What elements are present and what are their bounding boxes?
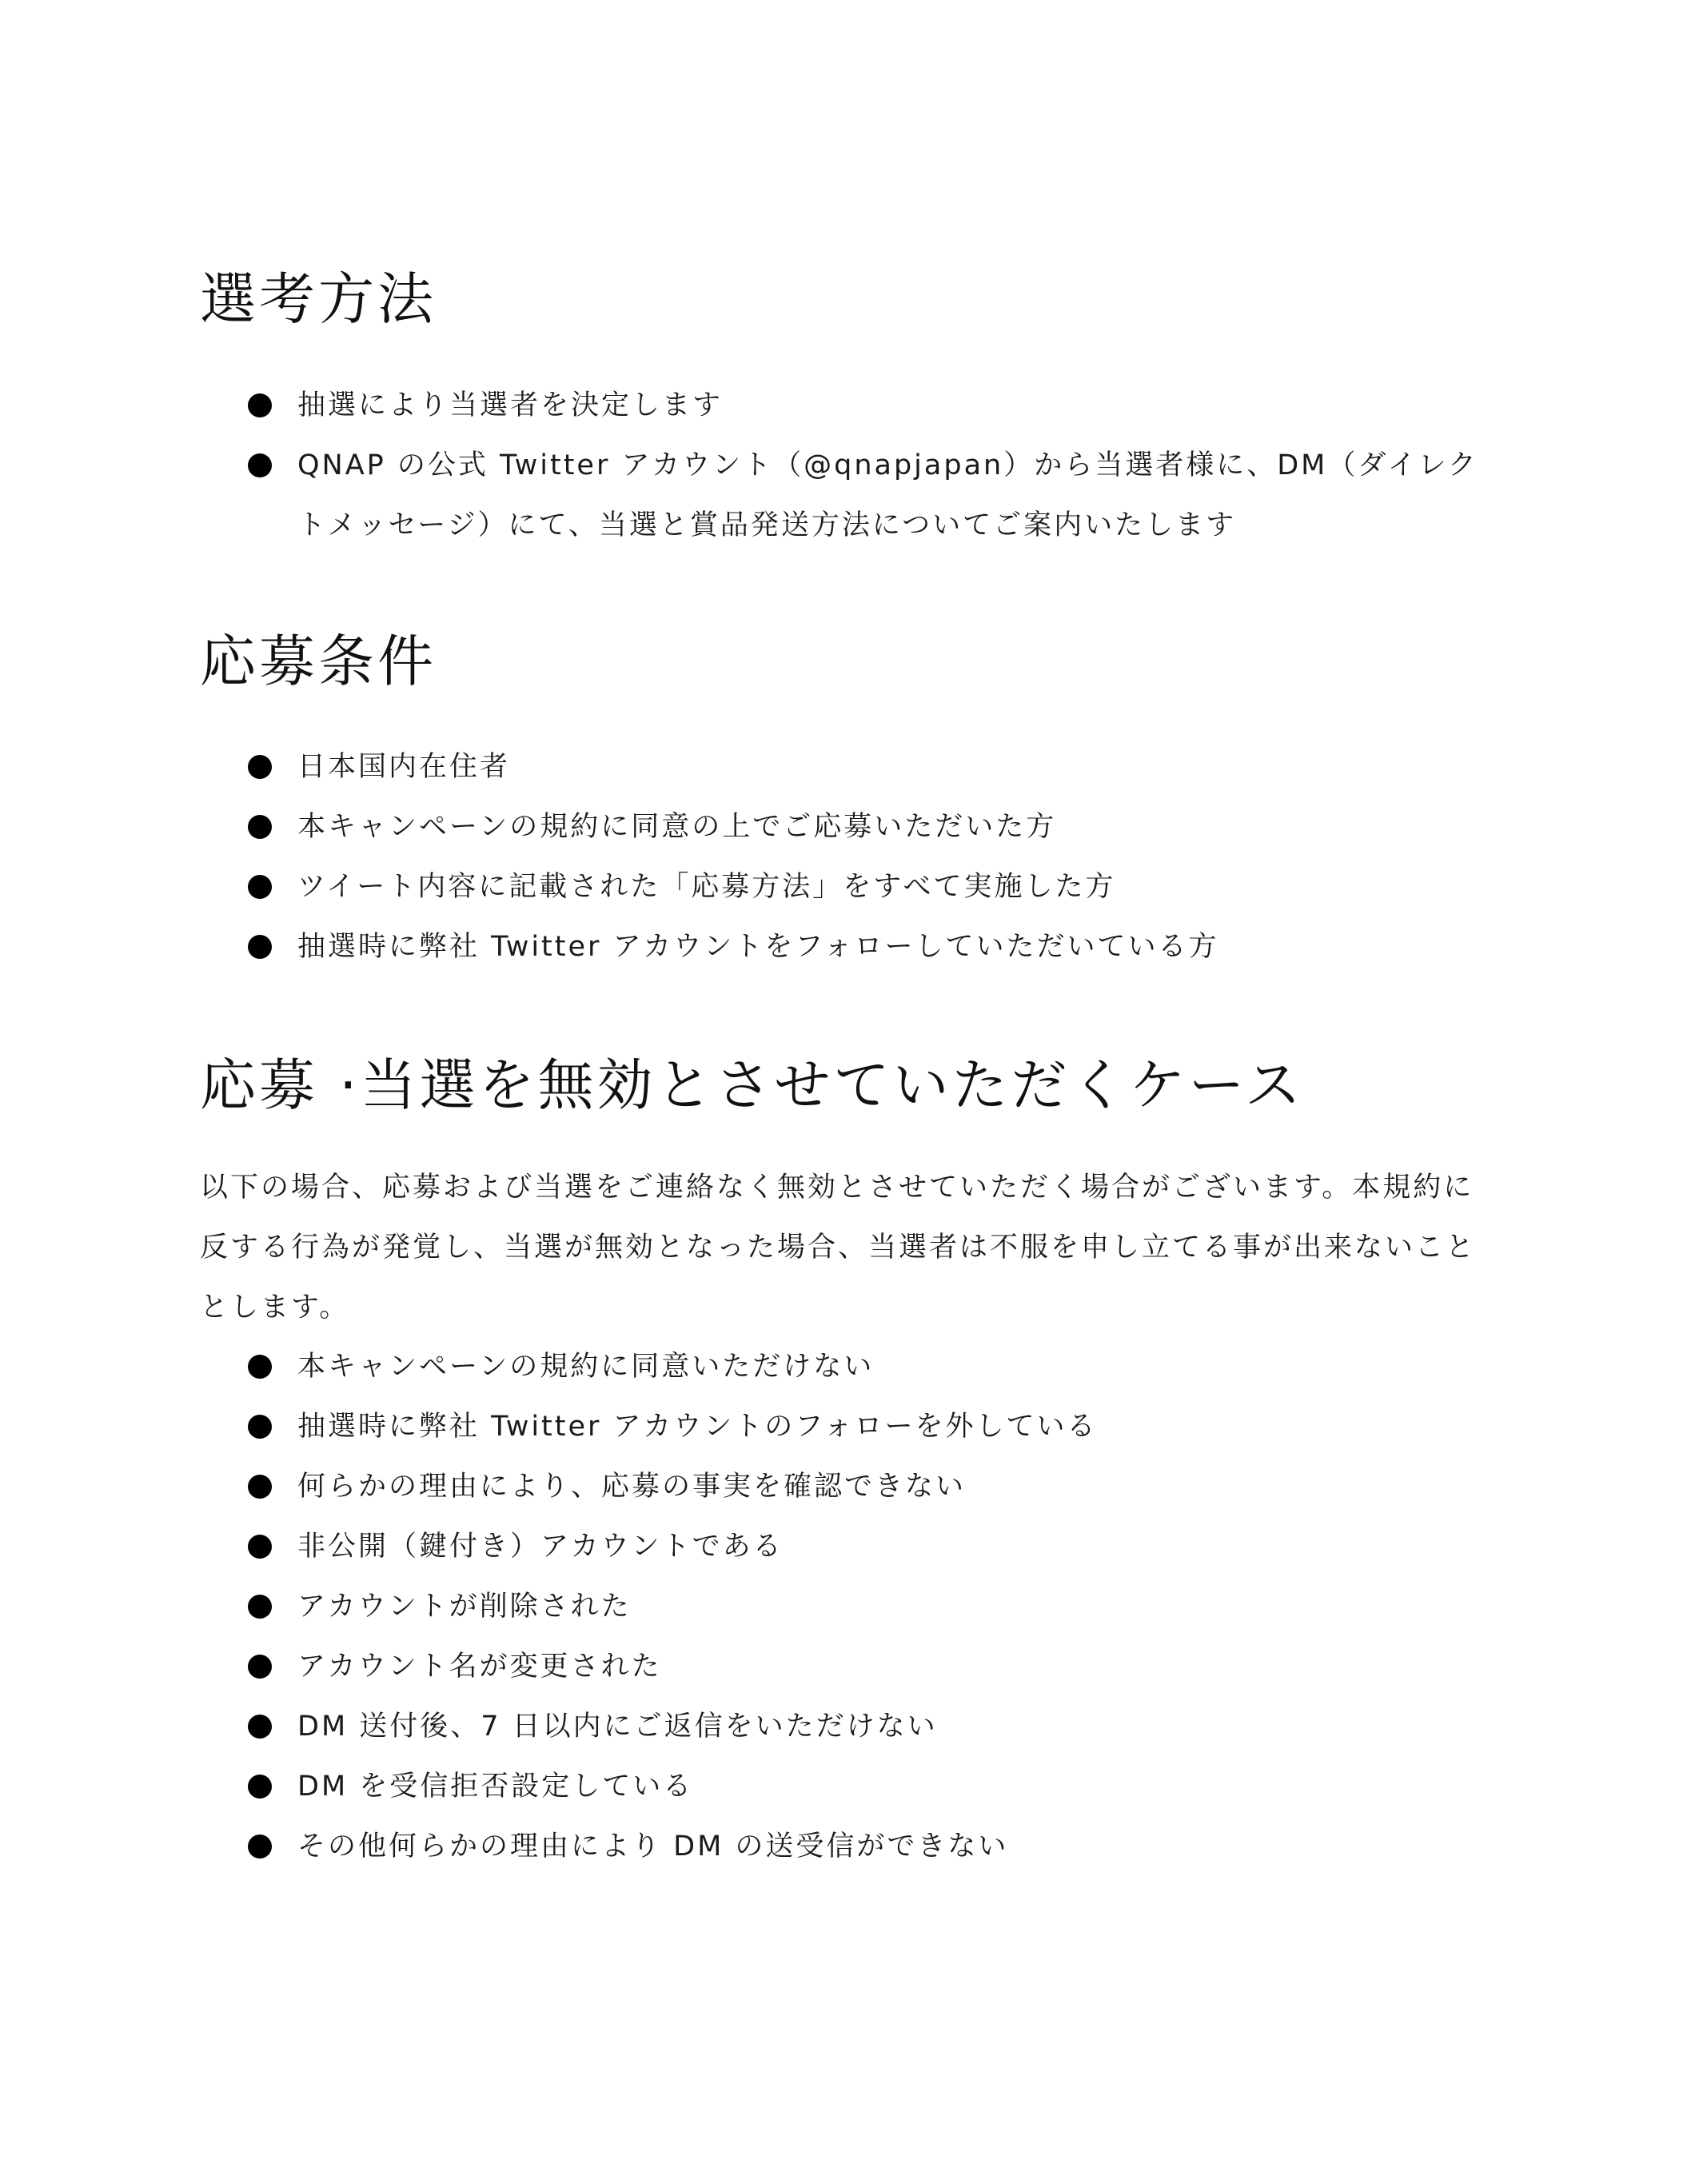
- bullet-icon: [248, 1355, 272, 1379]
- bullet-icon: [248, 1535, 272, 1559]
- invalidation-intro-paragraph: 以下の場合、応募および当選をご連絡なく無効とさせていただく場合がございます。本規約に反する行為が発覚し、当選が無効となった場合、当選者は不服を申し立てる事が出来ないこととします。: [200, 1172, 1477, 1324]
- list-item: [248, 1757, 1495, 1817]
- list-item: [248, 1697, 1495, 1757]
- list-item: [248, 1517, 1495, 1577]
- list-item-text: DM を受信拒否設定している: [297, 1771, 694, 1803]
- list-item: [248, 376, 1495, 436]
- entry-conditions-list: [248, 737, 1495, 977]
- list-item: [248, 1337, 1495, 1397]
- bullet-icon: [248, 1415, 272, 1439]
- list-item-text: QNAP の公式 Twitter アカウント（@qnapjapan）から当選者様に、DM（ダイレクトメッセージ）にて、当選と賞品発送方法についてご案内いたします: [297, 449, 1478, 541]
- list-item-text: アカウントが削除された: [297, 1591, 632, 1623]
- list-item-text: 本キャンペーンの規約に同意の上でご応募いただいた方: [297, 811, 1057, 843]
- list-item: [248, 1577, 1495, 1637]
- list-item: [248, 1637, 1495, 1697]
- section-heading-entry-conditions: 応募条件: [200, 629, 437, 694]
- list-item-text: 抽選により当選者を決定します: [297, 389, 724, 421]
- list-item: [248, 1457, 1495, 1517]
- bullet-icon: [248, 393, 272, 417]
- bullet-icon: [248, 453, 272, 477]
- bullet-icon: [248, 1655, 272, 1679]
- list-item: [248, 917, 1495, 977]
- list-item-text: 何らかの理由により、応募の事実を確認できない: [297, 1471, 967, 1503]
- selection-method-list: [248, 376, 1495, 556]
- list-item-text: 日本国内在住者: [297, 751, 511, 783]
- bullet-icon: [248, 935, 272, 959]
- list-item: [248, 737, 1495, 797]
- list-item-text: ツイート内容に記載された「応募方法」をすべて実施した方: [297, 871, 1116, 903]
- bullet-icon: [248, 755, 272, 779]
- list-item-text: 非公開（鍵付き）アカウントである: [297, 1531, 784, 1563]
- section-heading-selection-method: 選考方法: [200, 266, 437, 332]
- bullet-icon: [248, 1595, 272, 1619]
- list-item: [248, 797, 1495, 857]
- bullet-icon: [248, 1775, 272, 1799]
- list-item-text: 本キャンペーンの規約に同意いただけない: [297, 1351, 875, 1383]
- list-item-text: その他何らかの理由により DM の送受信ができない: [297, 1831, 1009, 1863]
- list-item-text: アカウント名が変更された: [297, 1651, 662, 1683]
- invalidation-cases-list: [248, 1337, 1495, 1877]
- bullet-icon: [248, 1715, 272, 1739]
- list-item: [248, 857, 1495, 917]
- list-item: [248, 1817, 1495, 1877]
- bullet-icon: [248, 815, 272, 839]
- list-item-text: DM 送付後、7 日以内にご返信をいただけない: [297, 1711, 938, 1743]
- list-item-text: 抽選時に弊社 Twitter アカウントをフォローしていただいている方: [297, 931, 1219, 963]
- list-item: [248, 1397, 1495, 1457]
- bullet-icon: [248, 875, 272, 899]
- bullet-icon: [248, 1475, 272, 1499]
- bullet-icon: [248, 1835, 272, 1859]
- list-item-text: 抽選時に弊社 Twitter アカウントのフォローを外している: [297, 1411, 1098, 1443]
- list-item: [248, 436, 1495, 556]
- section-heading-invalidation-cases: 応募 ·当選を無効とさせていただくケース: [200, 1052, 1305, 1118]
